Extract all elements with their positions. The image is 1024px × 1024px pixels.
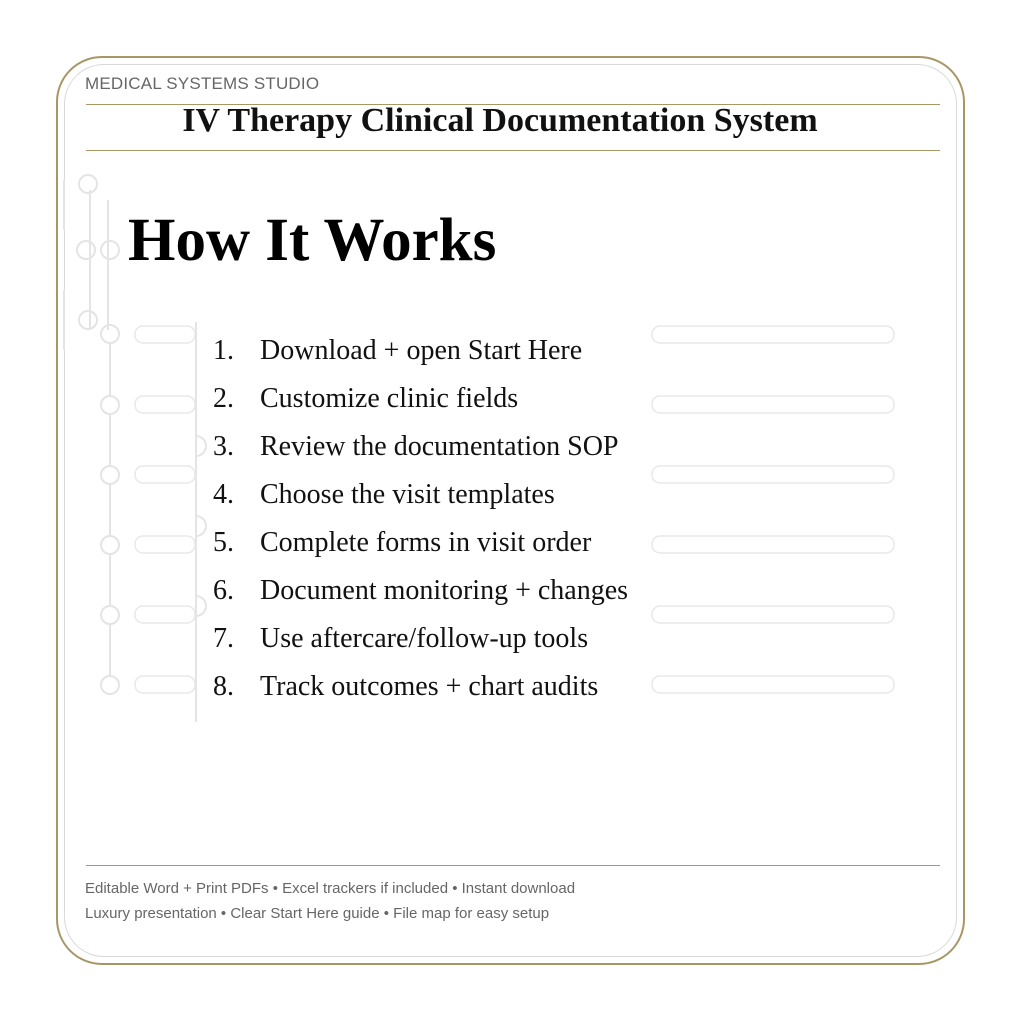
step-text: Choose the visit templates xyxy=(260,479,555,510)
step-number: 1. xyxy=(213,335,234,366)
list-item xyxy=(213,476,628,524)
footer-presentation-line: Luxury presentation • Clear Start Here guide • File map for easy setup xyxy=(85,905,550,922)
step-text: Customize clinic fields xyxy=(260,383,519,414)
step-text: Document monitoring + changes xyxy=(260,575,629,606)
step-number: 3. xyxy=(213,431,234,462)
list-item xyxy=(213,380,628,428)
step-text: Review the documentation SOP xyxy=(260,431,619,462)
steps-list xyxy=(213,332,628,716)
step-text: Download + open Start Here xyxy=(260,335,583,366)
list-item xyxy=(213,620,628,668)
document-title: IV Therapy Clinical Documentation System xyxy=(182,102,818,139)
step-number: 2. xyxy=(213,383,234,414)
footer-features-line: Editable Word + Print PDFs • Excel trackers if included • Instant download xyxy=(85,880,576,897)
list-item xyxy=(213,572,628,620)
brand-name: MEDICAL SYSTEMS STUDIO xyxy=(85,74,320,93)
step-number: 4. xyxy=(213,479,234,510)
header-bottom-divider xyxy=(86,150,940,151)
list-item xyxy=(213,428,628,476)
list-item xyxy=(213,524,628,572)
step-number: 8. xyxy=(213,671,234,702)
step-text: Use aftercare/follow-up tools xyxy=(260,623,589,654)
list-item xyxy=(213,668,628,716)
step-number: 7. xyxy=(213,623,234,654)
list-item xyxy=(213,332,628,380)
step-text: Complete forms in visit order xyxy=(260,527,592,558)
footer-divider xyxy=(86,865,940,866)
step-number: 6. xyxy=(213,575,234,606)
step-text: Track outcomes + chart audits xyxy=(260,671,599,702)
page-heading: How It Works xyxy=(128,207,497,274)
step-number: 5. xyxy=(213,527,234,558)
